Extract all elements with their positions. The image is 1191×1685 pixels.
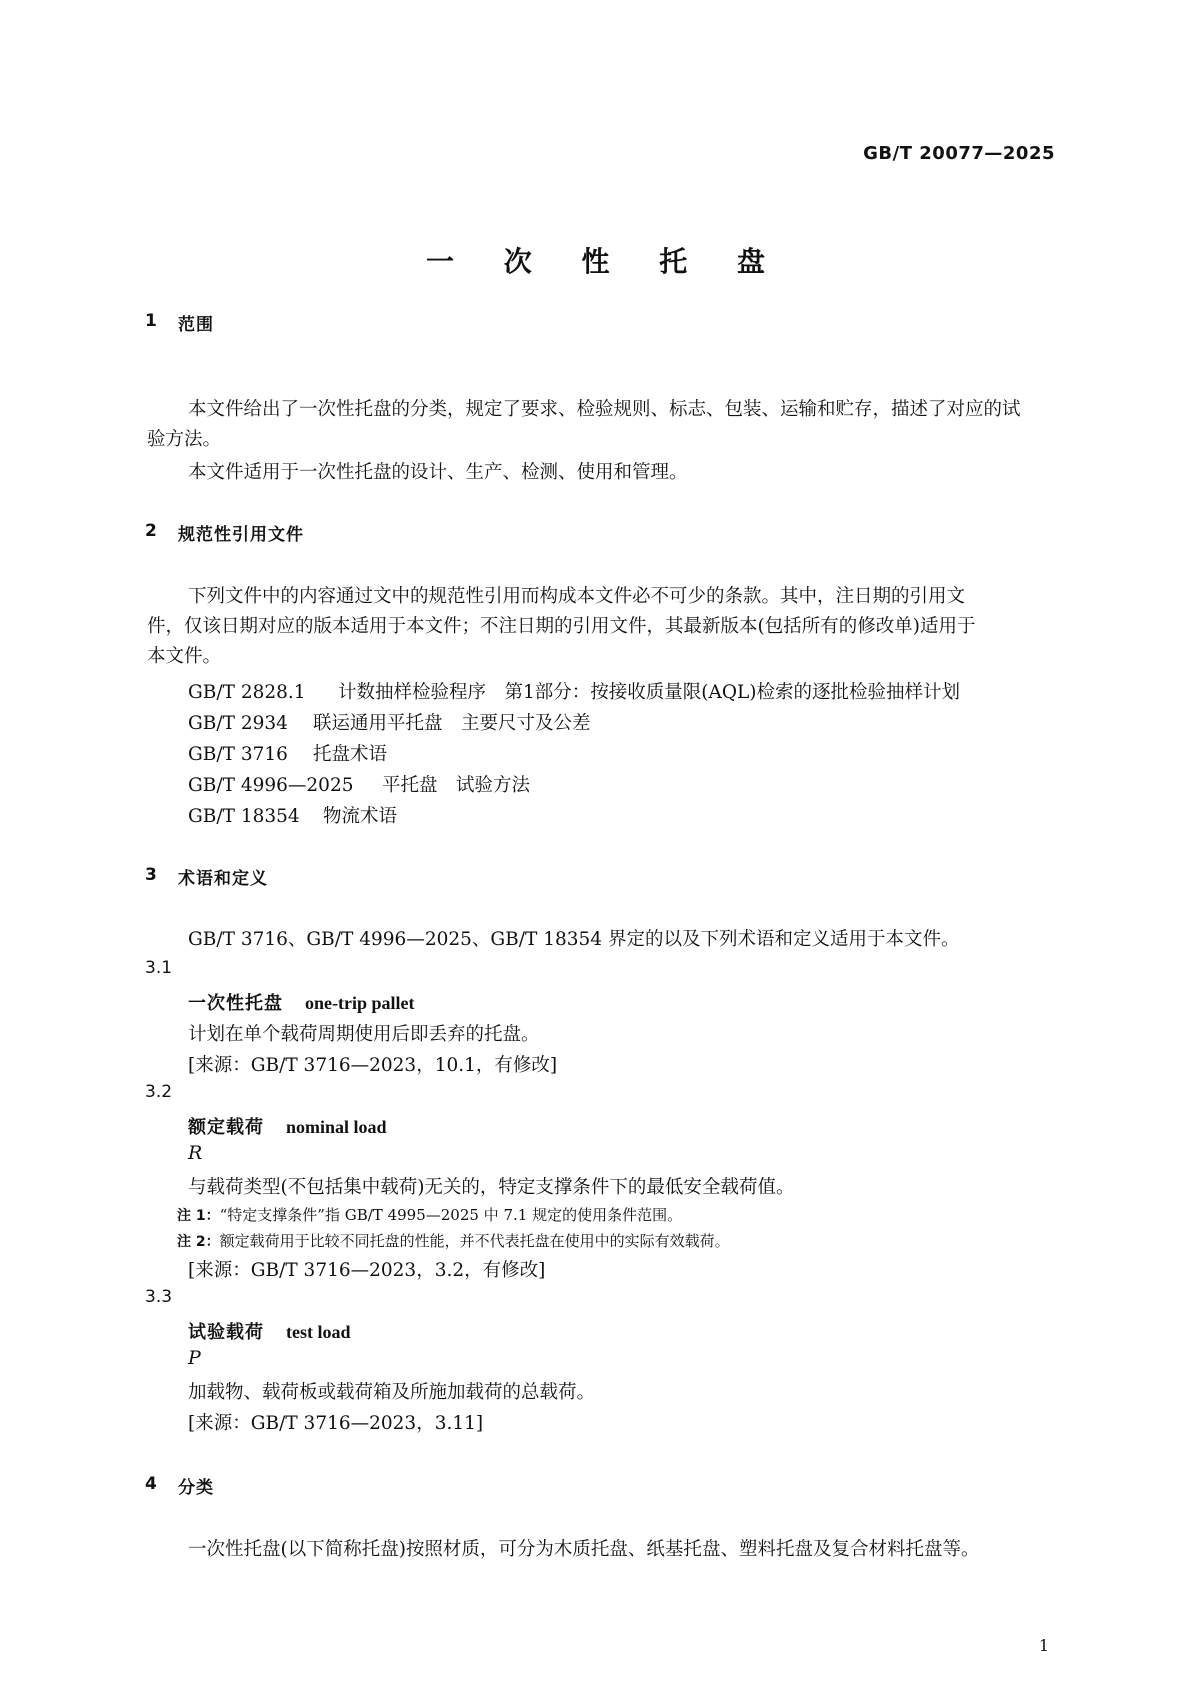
- section-4-title: 分类: [178, 1478, 214, 1498]
- term-number: 3.1: [145, 958, 173, 978]
- term-heading: [188, 1318, 351, 1344]
- reference-title: 物流术语: [323, 806, 398, 827]
- term-symbol: R: [188, 1142, 203, 1164]
- term-number: 3.3: [145, 1287, 173, 1307]
- section-2-title: 规范性引用文件: [178, 525, 304, 545]
- section-1-paragraph-2: 本文件适用于一次性托盘的设计、生产、检测、使用和管理。: [188, 462, 688, 483]
- reference-item: [188, 802, 397, 828]
- term-english: nominal load: [286, 1117, 387, 1137]
- section-2-paragraph-line-2: 件，仅该日期对应的版本适用于本文件；不注日期的引用文件，其最新版本(包括所有的修改单)适用于: [147, 616, 976, 637]
- term-source: [来源：GB/T 3716—2023，10.1，有修改]: [188, 1055, 558, 1076]
- term-number: 3.2: [145, 1082, 173, 1102]
- section-2-paragraph-line-1: 下列文件中的内容通过文中的规范性引用而构成本文件必不可少的条款。其中，注日期的引用文: [188, 586, 966, 607]
- term-english: test load: [286, 1322, 351, 1342]
- reference-title: 联运通用平托盘 主要尺寸及公差: [313, 713, 591, 734]
- reference-code: GB/T 2934: [188, 713, 288, 734]
- term-symbol: P: [188, 1347, 201, 1369]
- term-note: [177, 1204, 682, 1225]
- term-chinese: 一次性托盘: [188, 993, 283, 1014]
- section-1-paragraph-1-line-2: 验方法。: [147, 429, 222, 450]
- section-4-number: 4: [145, 1474, 157, 1494]
- section-4-paragraph: 一次性托盘(以下简称托盘)按照材质，可分为木质托盘、纸基托盘、塑料托盘及复合材料托盘等。: [188, 1539, 980, 1560]
- reference-item: [188, 678, 960, 704]
- section-1-title: 范围: [178, 315, 214, 335]
- reference-title: 计数抽样检验程序 第1部分：按接收质量限(AQL)检索的逐批检验抽样计划: [338, 682, 961, 703]
- section-3-number: 3: [145, 865, 157, 885]
- reference-code: GB/T 2828.1: [188, 682, 306, 703]
- reference-item: [188, 709, 591, 735]
- section-1-paragraph-1-line-1: 本文件给出了一次性托盘的分类，规定了要求、检验规则、标志、包装、运输和贮存，描述了对应的试: [188, 399, 1021, 420]
- reference-code: GB/T 18354: [188, 806, 300, 827]
- note-label: 注 1：: [177, 1208, 220, 1224]
- page-number: 1: [1038, 1636, 1049, 1655]
- section-2-number: 2: [145, 521, 157, 541]
- term-source: [来源：GB/T 3716—2023，3.11]: [188, 1413, 484, 1434]
- section-2-paragraph-line-3: 本文件。: [147, 646, 222, 667]
- document-code: GB/T 20077—2025: [863, 143, 1055, 164]
- note-text: 额定载荷用于比较不同托盘的性能，并不代表托盘在使用中的实际有效载荷。: [219, 1232, 730, 1250]
- reference-code: GB/T 4996—2025: [188, 775, 354, 796]
- section-1-number: 1: [145, 311, 157, 331]
- term-heading: [188, 989, 415, 1015]
- term-note: [177, 1230, 730, 1251]
- term-definition: 计划在单个载荷周期使用后即丢弃的托盘。: [188, 1024, 540, 1045]
- section-3-title: 术语和定义: [178, 869, 268, 889]
- term-heading: [188, 1113, 387, 1139]
- section-3-intro: GB/T 3716、GB/T 4996—2025、GB/T 18354 界定的以及下列术语和定义适用于本文件。: [188, 929, 960, 950]
- term-definition: 加载物、载荷板或载荷箱及所施加载荷的总载荷。: [188, 1382, 596, 1403]
- reference-title: 平托盘 试验方法: [382, 775, 531, 796]
- reference-code: GB/T 3716: [188, 744, 288, 765]
- note-label: 注 2：: [177, 1234, 220, 1250]
- reference-item: [188, 771, 530, 797]
- term-definition: 与载荷类型(不包括集中载荷)无关的，特定支撑条件下的最低安全载荷值。: [188, 1177, 795, 1198]
- term-source: [来源：GB/T 3716—2023，3.2，有修改]: [188, 1260, 546, 1281]
- term-chinese: 额定载荷: [188, 1117, 264, 1138]
- document-title: 一 次 性 托 盘: [426, 245, 785, 278]
- reference-title: 托盘术语: [313, 744, 388, 765]
- reference-item: [188, 740, 387, 766]
- term-english: one-trip pallet: [305, 993, 415, 1013]
- term-chinese: 试验载荷: [188, 1322, 264, 1343]
- note-text: “特定支撑条件”指 GB/T 4995—2025 中 7.1 规定的使用条件范围。: [219, 1206, 683, 1224]
